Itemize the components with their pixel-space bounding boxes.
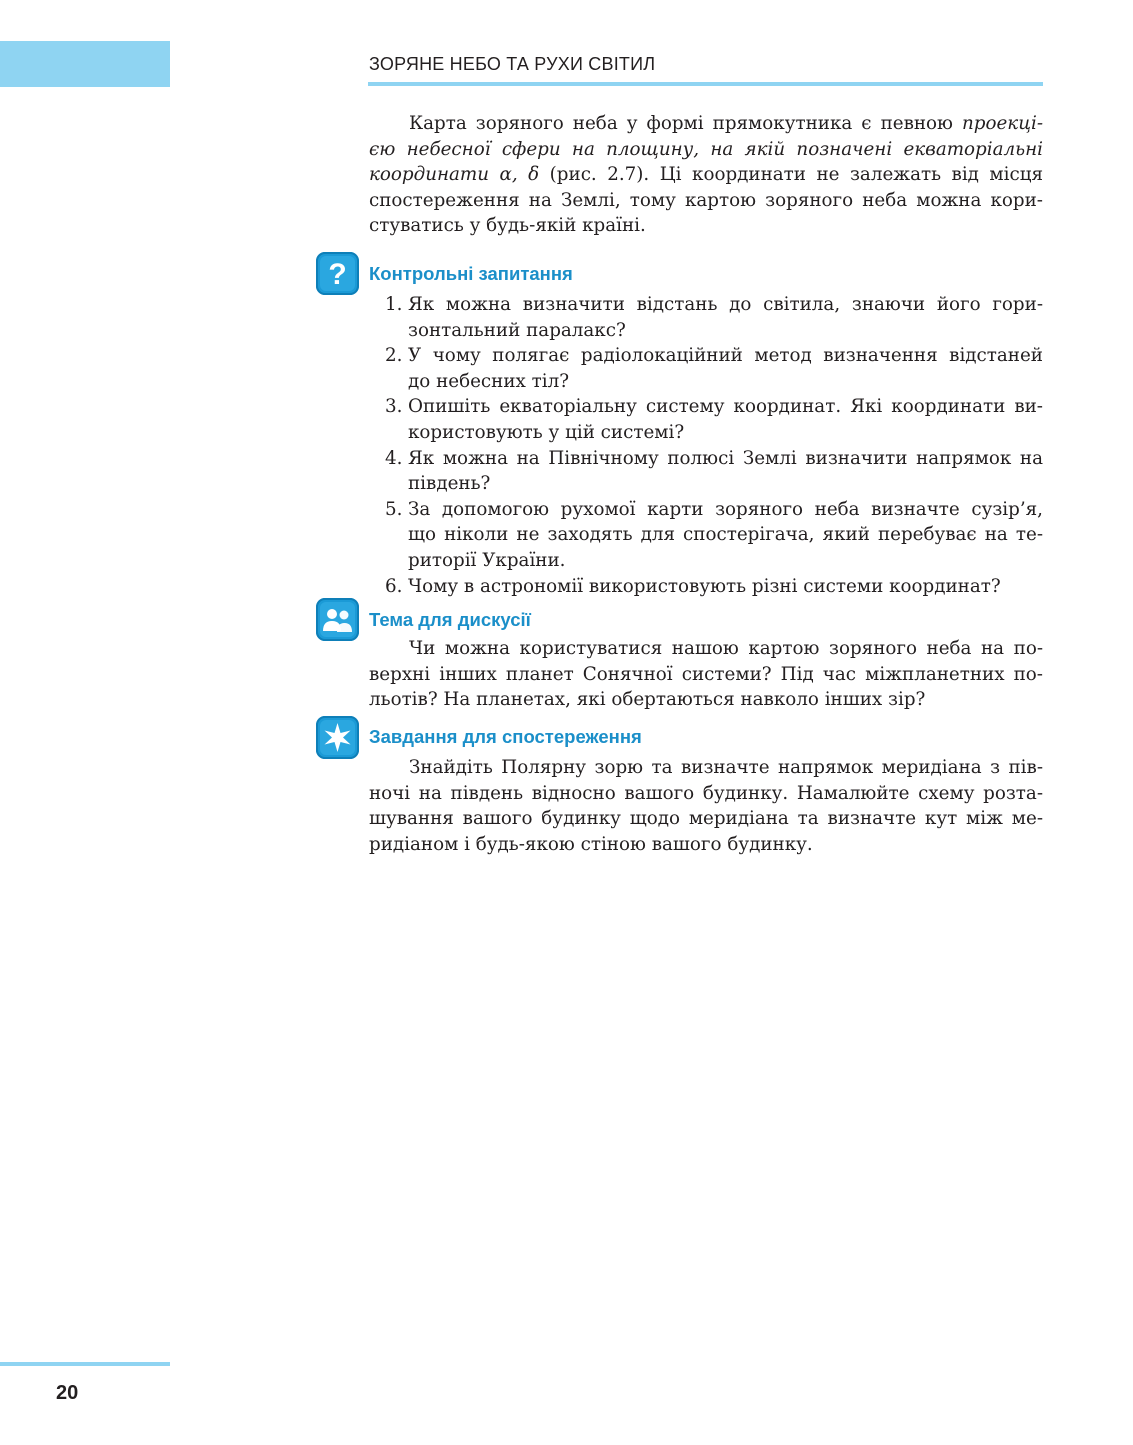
question-number: 2. xyxy=(385,345,403,367)
discussion-line: льотів? На планетах, які обертаються навколо інших зір? xyxy=(369,689,926,711)
question-number: 4. xyxy=(385,447,403,469)
section-title-discussion: Тема для дискусії xyxy=(369,609,531,630)
section-title-observation: Завдання для спостереження xyxy=(369,726,642,747)
page-number: 20 xyxy=(56,1382,79,1404)
question-line: Як можна визначити відстань до світила, знаючи його гори- xyxy=(408,294,1043,315)
question-line: що ніколи не заходять для спостерігача, який перебуває на те- xyxy=(408,524,1043,546)
questions-list xyxy=(369,292,1043,599)
question-icon xyxy=(316,252,359,295)
observation-paragraph xyxy=(369,755,1043,857)
discussion-line: верхні інших планет Сонячної системи? Під час міжпланетних по- xyxy=(369,663,1043,685)
observation-line: шування вашого будинку щодо меридіана та визначте кут між ме- xyxy=(369,808,1043,830)
intro-paragraph xyxy=(369,111,1043,239)
question-line: Як можна на Північному полюсі Землі визначити напрямок на xyxy=(408,447,1043,469)
question-line: Опишіть екваторіальну систему координат. Які координати ви- xyxy=(408,396,1043,418)
discussion-paragraph xyxy=(369,636,1043,713)
intro-line: координати α, δ (рис. 2.7). Ці координати не залежать від місця xyxy=(369,164,1044,186)
question-line: до небесних тіл? xyxy=(408,370,570,392)
discussion-line: Чи можна користуватися нашою картою зоряного неба на по- xyxy=(409,638,1043,659)
intro-line: єю небесної сфери на площину, на якій позначені екваторіальні xyxy=(369,138,1043,160)
question-line: У чому полягає радіолокаційний метод визначення відстаней xyxy=(408,345,1043,367)
question-line: зонтальний паралакс? xyxy=(408,319,626,341)
question-item xyxy=(369,343,1043,394)
question-line: користовують у цій системі? xyxy=(408,421,685,443)
question-number: 1. xyxy=(385,294,403,315)
intro-line: Карта зоряного неба у формі прямокутника є певною проекці- xyxy=(409,113,1043,134)
running-title: ЗОРЯНЕ НЕБО ТА РУХИ СВІТИЛ xyxy=(369,54,656,74)
observation-line: ночі на південь відносно вашого будинку. Намалюйте схему розта- xyxy=(369,782,1043,804)
question-line: За допомогою рухомої карти зоряного неба визначте сузір’я, xyxy=(408,498,1043,520)
intro-line: спостереження на Землі, тому картою зоряного неба можна кори- xyxy=(369,189,1043,211)
corner-color-band xyxy=(0,41,170,87)
question-number: 6. xyxy=(385,575,403,597)
question-line: південь? xyxy=(408,473,491,495)
people-icon xyxy=(316,598,359,641)
section-title-questions: Контрольні запитання xyxy=(369,263,573,284)
question-item xyxy=(369,292,1043,343)
question-item xyxy=(369,497,1043,574)
observation-line: Знайдіть Полярну зорю та визначте напрямок меридіана з пів- xyxy=(409,757,1043,778)
question-item xyxy=(369,394,1043,445)
header-rule xyxy=(368,82,1043,86)
question-line: риторії України. xyxy=(408,549,566,571)
intro-line: стуватись у будь-якій країні. xyxy=(369,215,646,237)
footer-rule xyxy=(0,1362,170,1366)
question-item xyxy=(369,446,1043,497)
question-line: Чому в астрономії використовують різні системи координат? xyxy=(408,575,1001,597)
star-icon xyxy=(316,716,359,759)
observation-line: ридіаном і будь-якою стіною вашого будинку. xyxy=(369,833,813,855)
question-number: 3. xyxy=(385,396,403,418)
svg-text:?: ? xyxy=(328,258,347,291)
question-number: 5. xyxy=(385,498,403,520)
question-item xyxy=(369,574,1043,600)
